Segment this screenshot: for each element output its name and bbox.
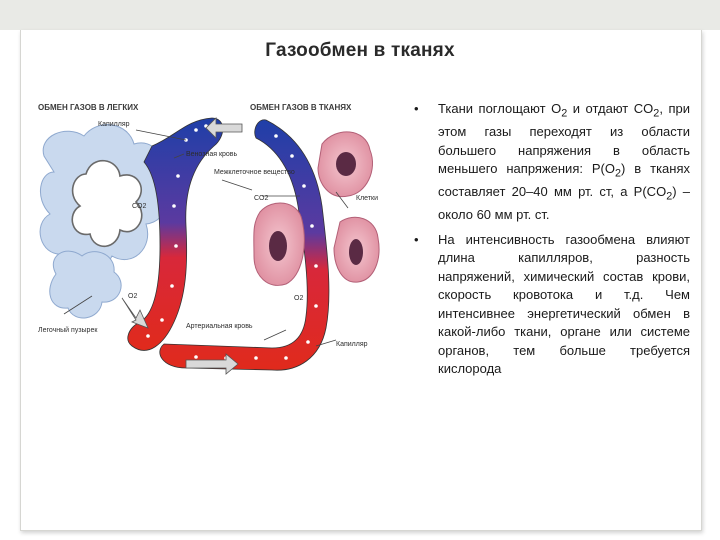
label-cells: Клетки bbox=[356, 195, 379, 202]
label-alveolus: Легочный пузырек bbox=[38, 327, 98, 334]
label-o2-tissue: O2 bbox=[294, 295, 304, 302]
label-co2-tissue: CO2 bbox=[254, 195, 269, 202]
slide-title: Газообмен в тканях bbox=[265, 40, 455, 61]
label-arterial-blood: Артериальная кровь bbox=[186, 323, 253, 330]
label-capillary-bottom: Капилляр bbox=[336, 341, 368, 348]
label-capillary-top: Капилляр bbox=[98, 121, 130, 128]
gas-exchange-diagram bbox=[36, 96, 398, 388]
header-lungs: ОБМЕН ГАЗОВ В ЛЕГКИХ bbox=[38, 103, 139, 112]
label-co2-lung: CO2 bbox=[132, 203, 147, 210]
top-band bbox=[0, 0, 720, 30]
bullet-2-text: На интенсивность газообмена влияют длина капилляров, разность напряжений, химический состав крови, скорость кровотока и т.д. Чем интенсивнее энергетический обмен в какой-либо ткани, органе или системе органов, тем больше требуется кислорода bbox=[438, 231, 690, 377]
bullet-1-text: Ткани поглощают $O_2$ и отдают $CO_2$, при этом газы переходят из области большего напряжения в область меньшего напряжения: $P(O_2)$ в тканях составляет 20–40 мм рт. ст, а $P(CO_2)$ – около 60 мм рт. ст. bbox=[438, 101, 690, 223]
bullet-dot-icon: • bbox=[414, 101, 419, 116]
bullet-dot-icon: • bbox=[414, 231, 419, 247]
label-intercellular: Межклеточное вещество bbox=[214, 169, 295, 176]
bullet-item-2 bbox=[412, 231, 690, 379]
header-tissues: ОБМЕН ГАЗОВ В ТКАНЯХ bbox=[250, 103, 352, 112]
bullet-list bbox=[412, 100, 690, 385]
label-venous-blood: Венозная кровь bbox=[186, 151, 238, 158]
bullet-item-1 bbox=[412, 100, 690, 225]
label-o2-lung: O2 bbox=[128, 293, 138, 300]
